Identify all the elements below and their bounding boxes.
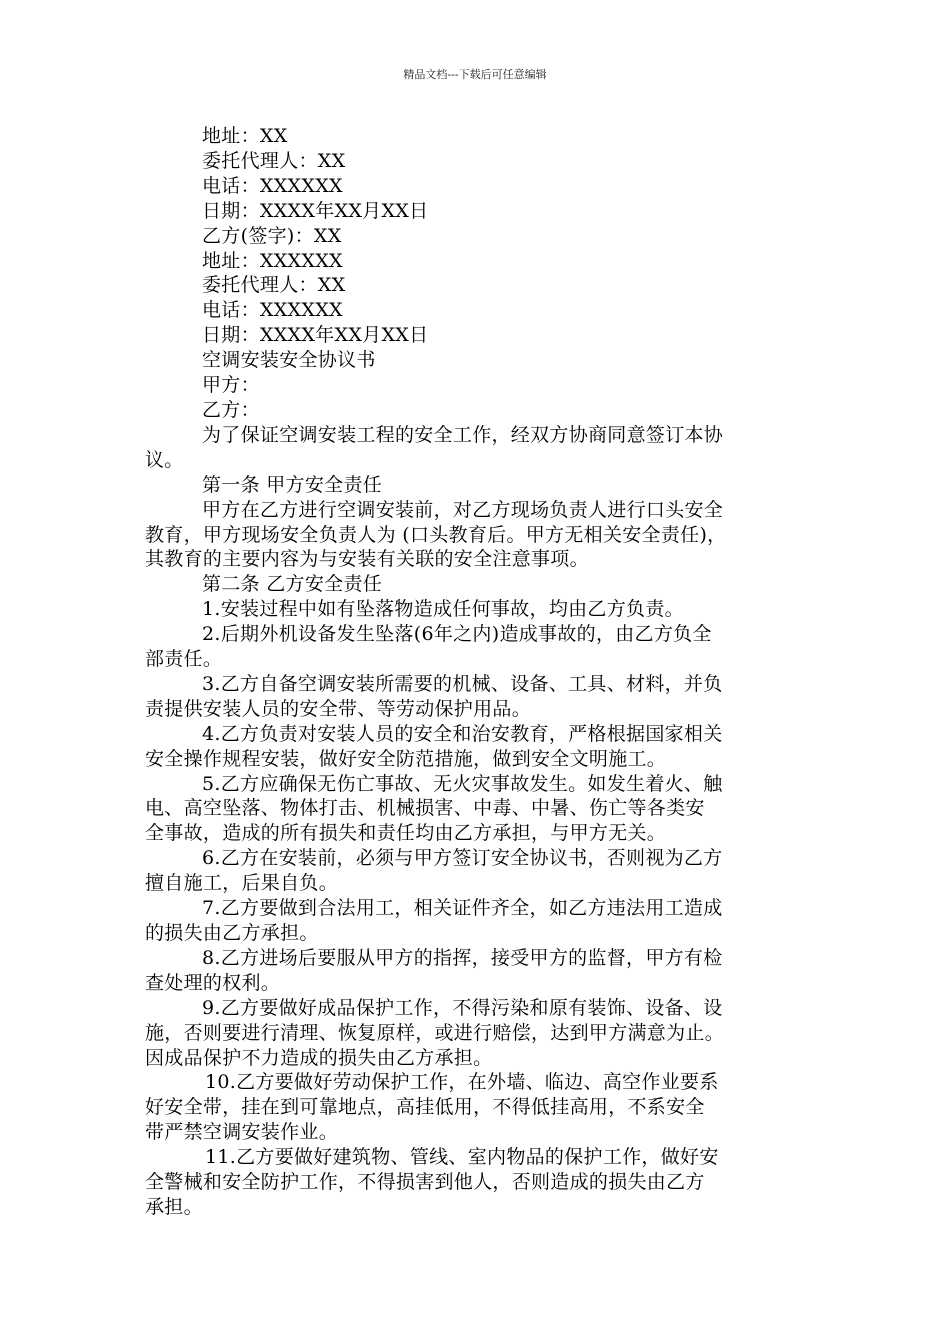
item-9-line: 施，否则要进行清理、恢复原样，或进行赔偿，达到甲方满意为止。 (145, 1021, 725, 1044)
item-7-line: 的损失由乙方承担。 (145, 922, 319, 944)
document-body (145, 124, 830, 1220)
intro-line: 为了保证空调安装工程的安全工作，经双方协商同意签订本协 (202, 423, 724, 446)
item-9-line: 因成品保护不力造成的损失由乙方承担。 (145, 1046, 493, 1069)
item-6-line: 擅自施工，后果自负。 (145, 872, 339, 895)
party-a-agent: 委托代理人：XX (202, 149, 346, 172)
party-b-signature: 乙方(签字)：XX (202, 224, 342, 247)
item-3-line: 责提供安装人员的安全带、等劳动保护用品。 (145, 697, 532, 720)
item-2-line: 2.后期外机设备发生坠落(6年之内)造成事故的，由乙方负全 (202, 623, 712, 646)
item-4-line: 安全操作规程安装，做好安全防范措施，做到安全文明施工。 (145, 747, 667, 770)
item-10-line: 好安全带，挂在到可靠地点，高挂低用，不得低挂高用，不系安全 (145, 1096, 705, 1119)
item-11-line: 全警械和安全防护工作，不得损害到他人，否则造成的损失由乙方 (145, 1171, 705, 1194)
party-a-date: 日期：XXXX年XX月XX日 (202, 199, 429, 222)
item-6-line: 6.乙方在安装前，必须与甲方签订安全协议书，否则视为乙方 (202, 847, 723, 870)
item-10-line: 带严禁空调安装作业。 (145, 1121, 339, 1144)
item-11-line: 承担。 (145, 1195, 203, 1218)
party-b-phone: 电话：XXXXXX (202, 299, 343, 322)
item-1-line: 1.安装过程中如有坠落物造成任何事故，均由乙方负责。 (202, 598, 684, 621)
item-5-line: 全事故，造成的所有损失和责任均由乙方承担，与甲方无关。 (145, 822, 667, 845)
intro-line: 议。 (145, 448, 184, 471)
party-a-label: 甲方： (202, 374, 260, 397)
item-8-line: 8.乙方进场后要服从甲方的指挥，接受甲方的监督，甲方有检 (202, 946, 723, 969)
item-9-line: 9.乙方要做好成品保护工作，不得污染和原有装饰、设备、设 (202, 996, 723, 1019)
item-8-line: 查处理的权利。 (145, 971, 281, 994)
article-2-heading: 第二条 乙方安全责任 (202, 573, 383, 596)
party-b-agent: 委托代理人：XX (202, 274, 346, 297)
item-5-line: 5.乙方应确保无伤亡事故、无火灾事故发生。如发生着火、触 (202, 772, 723, 795)
article-1-heading: 第一条 甲方安全责任 (202, 473, 383, 496)
item-4-line: 4.乙方负责对安装人员的安全和治安教育，严格根据国家相关 (202, 722, 723, 745)
party-b-date: 日期：XXXX年XX月XX日 (202, 324, 429, 347)
page-header: 精品文档---下载后可任意编辑 (403, 68, 547, 81)
item-7-line: 7.乙方要做到合法用工，相关证件齐全，如乙方违法用工造成 (202, 897, 723, 920)
article-1-line: 其教育的主要内容为与安装有关联的安全注意事项。 (145, 548, 589, 571)
party-a-phone: 电话：XXXXXX (202, 174, 343, 197)
item-10-line: 10.乙方要做好劳动保护工作，在外墙、临边、高空作业要系 (205, 1071, 719, 1094)
item-5-line: 电、高空坠落、物体打击、机械损害、中毒、中暑、伤亡等各类安 (145, 797, 705, 820)
party-a-address: 地址：XX (202, 125, 288, 147)
party-b-address: 地址：XXXXXX (202, 249, 343, 272)
article-1-line: 教育，甲方现场安全负责人为 (口头教育后。甲方无相关安全责任)， (145, 523, 727, 546)
party-b-label: 乙方： (202, 398, 260, 421)
item-2-line: 部责任。 (145, 648, 223, 671)
article-1-line: 甲方在乙方进行空调安装前，对乙方现场负责人进行口头安全 (202, 498, 724, 521)
document-title: 空调安装安全协议书 (202, 349, 376, 372)
item-3-line: 3.乙方自备空调安装所需要的机械、设备、工具、材料，并负 (202, 672, 723, 695)
item-11-line: 11.乙方要做好建筑物、管线、室内物品的保护工作，做好安 (205, 1146, 719, 1169)
